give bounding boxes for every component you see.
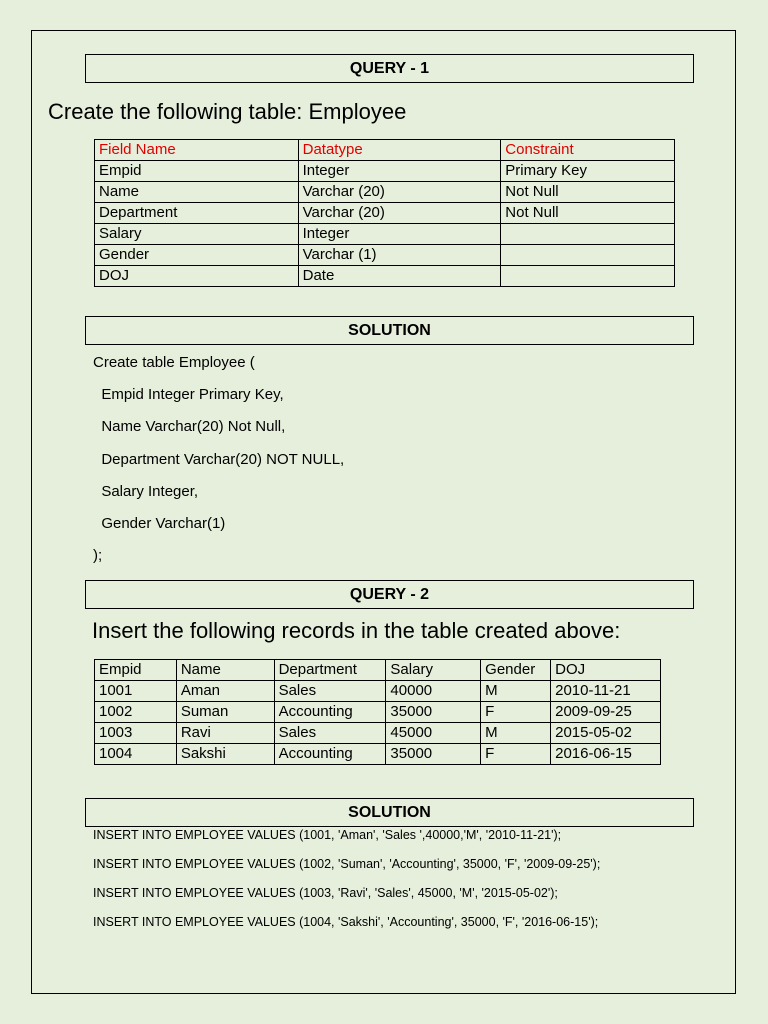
table-row — [95, 681, 661, 702]
table-cell: Gender — [95, 245, 299, 266]
query-1-heading: QUERY - 1 — [85, 54, 694, 83]
column-header: Salary — [386, 660, 481, 681]
query-2-prompt: Insert the following records in the table created above: — [92, 618, 621, 643]
table-cell — [501, 245, 675, 266]
table-cell: F — [481, 744, 551, 765]
table-cell: F — [481, 702, 551, 723]
table-cell: 2009-09-25 — [551, 702, 661, 723]
column-header: Name — [176, 660, 274, 681]
sql-line: Name Varchar(20) Not Null, — [93, 418, 286, 435]
table-cell: 1001 — [95, 681, 177, 702]
sql-line: Department Varchar(20) NOT NULL, — [93, 451, 345, 468]
table-cell: 40000 — [386, 681, 481, 702]
table-cell: Empid — [95, 161, 299, 182]
table-row — [95, 702, 661, 723]
table-cell: Aman — [176, 681, 274, 702]
table-cell: Varchar (1) — [298, 245, 501, 266]
table-row — [95, 203, 675, 224]
insert-statement: INSERT INTO EMPLOYEE VALUES (1003, 'Ravi', 'Sales', 45000, 'M', '2015-05-02'); — [93, 886, 558, 900]
table-cell: Name — [95, 182, 299, 203]
table-cell: Salary — [95, 224, 299, 245]
column-header: Gender — [481, 660, 551, 681]
table-cell: Department — [95, 203, 299, 224]
table-cell: 35000 — [386, 744, 481, 765]
table-cell: Not Null — [501, 203, 675, 224]
table-cell: 1004 — [95, 744, 177, 765]
table-cell: Sales — [274, 723, 386, 744]
table-row — [95, 182, 675, 203]
table-cell — [501, 224, 675, 245]
table-cell: Sales — [274, 681, 386, 702]
table-cell: 1002 — [95, 702, 177, 723]
table-cell: M — [481, 681, 551, 702]
table-row — [95, 245, 675, 266]
employee-records-table — [94, 659, 661, 765]
sql-line: Salary Integer, — [93, 483, 199, 500]
table-cell: 2016-06-15 — [551, 744, 661, 765]
table-cell: M — [481, 723, 551, 744]
table-cell: 2015-05-02 — [551, 723, 661, 744]
employee-schema-table — [94, 139, 675, 287]
table-row — [95, 744, 661, 765]
sql-line: Gender Varchar(1) — [93, 515, 226, 532]
table-row — [95, 224, 675, 245]
table-cell: Suman — [176, 702, 274, 723]
query-2-heading: QUERY - 2 — [85, 580, 694, 609]
table-cell: Not Null — [501, 182, 675, 203]
table-cell: Primary Key — [501, 161, 675, 182]
table-cell: Sakshi — [176, 744, 274, 765]
table-header-row — [95, 660, 661, 681]
table-cell: Varchar (20) — [298, 182, 501, 203]
column-header: Constraint — [501, 140, 675, 161]
solution-2-heading: SOLUTION — [85, 798, 694, 827]
table-cell: Integer — [298, 161, 501, 182]
table-cell: DOJ — [95, 266, 299, 287]
sql-line: Create table Employee ( — [93, 354, 255, 371]
sql-line: Empid Integer Primary Key, — [93, 386, 284, 403]
table-cell: 2010-11-21 — [551, 681, 661, 702]
table-cell: Accounting — [274, 702, 386, 723]
column-header: Empid — [95, 660, 177, 681]
insert-statement: INSERT INTO EMPLOYEE VALUES (1002, 'Suman', 'Accounting', 35000, 'F', '2009-09-25'); — [93, 857, 601, 871]
table-cell: 1003 — [95, 723, 177, 744]
table-cell: Date — [298, 266, 501, 287]
table-cell: Varchar (20) — [298, 203, 501, 224]
column-header: DOJ — [551, 660, 661, 681]
column-header: Field Name — [95, 140, 299, 161]
table-row — [95, 161, 675, 182]
table-row — [95, 266, 675, 287]
sql-line: ); — [93, 547, 103, 564]
table-row — [95, 723, 661, 744]
column-header: Datatype — [298, 140, 501, 161]
solution-1-heading: SOLUTION — [85, 316, 694, 345]
table-cell: Accounting — [274, 744, 386, 765]
table-cell: 45000 — [386, 723, 481, 744]
table-header-row — [95, 140, 675, 161]
insert-statement: INSERT INTO EMPLOYEE VALUES (1004, 'Sakshi', 'Accounting', 35000, 'F', '2016-06-15'); — [93, 915, 599, 929]
table-cell: Ravi — [176, 723, 274, 744]
column-header: Department — [274, 660, 386, 681]
table-cell — [501, 266, 675, 287]
table-cell: 35000 — [386, 702, 481, 723]
insert-statement: INSERT INTO EMPLOYEE VALUES (1001, 'Aman', 'Sales ',40000,'M', '2010-11-21'); — [93, 828, 562, 842]
query-1-prompt: Create the following table: Employee — [48, 99, 407, 124]
table-cell: Integer — [298, 224, 501, 245]
